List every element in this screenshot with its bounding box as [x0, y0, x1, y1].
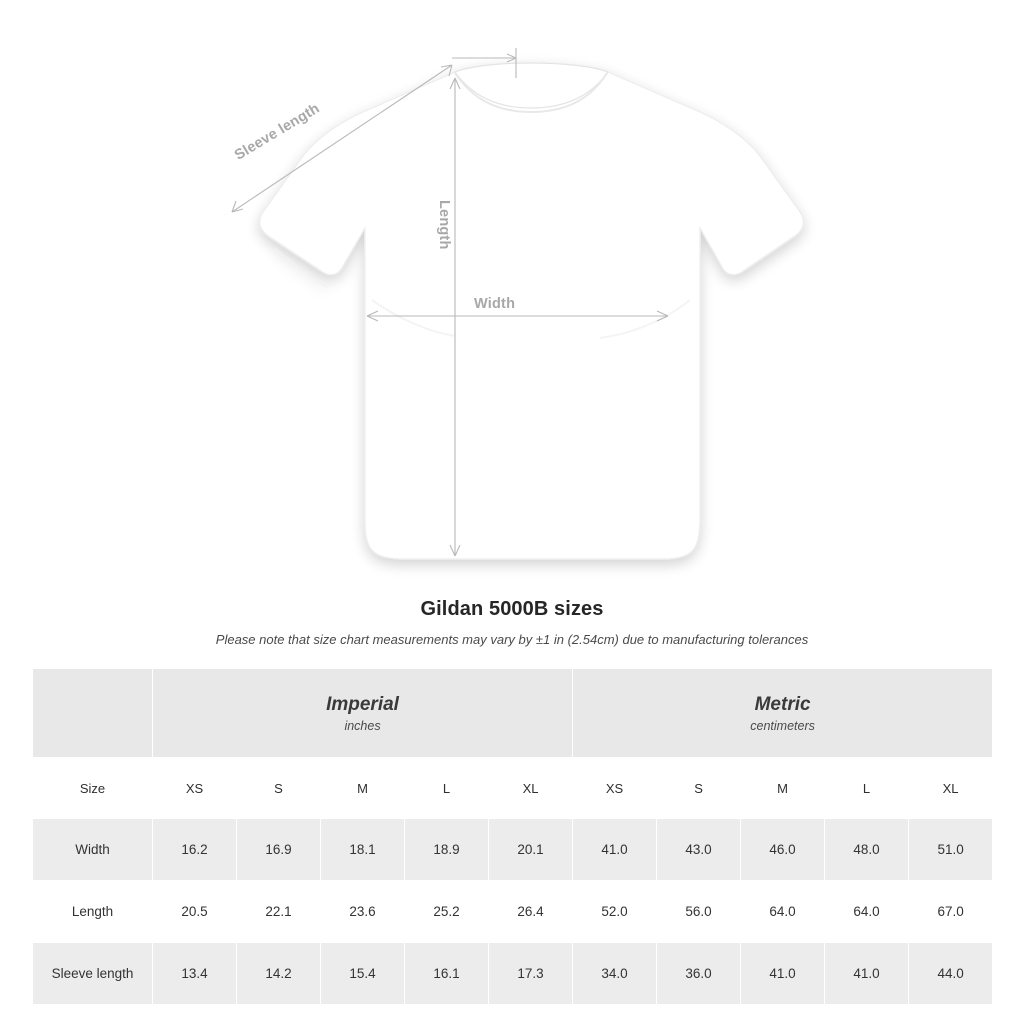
title-block — [0, 598, 1024, 647]
header-size-metric-m: M — [741, 758, 825, 819]
cell-width-imperial-l: 18.9 — [405, 819, 489, 881]
cell-sleeve-imperial-m: 15.4 — [321, 943, 405, 1005]
tolerance-note: Please note that size chart measurements may vary by ±1 in (2.54cm) due to manufacturing tolerances — [215, 632, 809, 647]
cell-length-imperial-s: 22.1 — [237, 881, 321, 943]
unit-header-row — [33, 669, 993, 758]
row-label-width: Width — [33, 819, 153, 881]
cell-length-imperial-m: 23.6 — [321, 881, 405, 943]
cell-sleeve-imperial-l: 16.1 — [405, 943, 489, 1005]
table-row — [33, 881, 993, 943]
size-table-wrapper — [32, 668, 992, 1005]
header-size-metric-xl: XL — [909, 758, 993, 819]
cell-width-metric-m: 46.0 — [741, 819, 825, 881]
cell-width-imperial-xl: 20.1 — [489, 819, 573, 881]
unit-group-imperial-name: Imperial — [326, 694, 399, 716]
cell-length-imperial-l: 25.2 — [405, 881, 489, 943]
unit-group-imperial — [153, 669, 573, 758]
cell-sleeve-metric-s: 36.0 — [657, 943, 741, 1005]
page-title: Gildan 5000B sizes — [420, 598, 604, 620]
unit-group-metric-sub: centimeters — [750, 718, 815, 733]
cell-sleeve-metric-xs: 34.0 — [573, 943, 657, 1005]
unit-group-metric — [573, 669, 993, 758]
cell-sleeve-metric-l: 41.0 — [825, 943, 909, 1005]
unit-group-imperial-sub: inches — [344, 718, 381, 733]
cell-width-metric-xs: 41.0 — [573, 819, 657, 881]
row-label-length: Length — [33, 881, 153, 943]
cell-length-imperial-xl: 26.4 — [489, 881, 573, 943]
length-label: Length — [436, 200, 452, 250]
cell-width-imperial-s: 16.9 — [237, 819, 321, 881]
unit-header-spacer — [33, 669, 153, 758]
cell-length-metric-xs: 52.0 — [573, 881, 657, 943]
cell-width-imperial-m: 18.1 — [321, 819, 405, 881]
cell-length-metric-l: 64.0 — [825, 881, 909, 943]
header-size-imperial-xs: XS — [153, 758, 237, 819]
tshirt-shape — [260, 63, 804, 559]
header-size-imperial-s: S — [237, 758, 321, 819]
header-size-imperial-xl: XL — [489, 758, 573, 819]
width-label: Width — [474, 296, 516, 312]
cell-sleeve-imperial-s: 14.2 — [237, 943, 321, 1005]
cell-width-metric-l: 48.0 — [825, 819, 909, 881]
header-size-metric-xs: XS — [573, 758, 657, 819]
cell-width-imperial-xs: 16.2 — [153, 819, 237, 881]
size-header-row — [33, 758, 993, 819]
cell-width-metric-s: 43.0 — [657, 819, 741, 881]
cell-length-metric-m: 64.0 — [741, 881, 825, 943]
header-size-metric-l: L — [825, 758, 909, 819]
cell-width-metric-xl: 51.0 — [909, 819, 993, 881]
cell-sleeve-imperial-xs: 13.4 — [153, 943, 237, 1005]
cell-sleeve-metric-m: 41.0 — [741, 943, 825, 1005]
unit-group-metric-name: Metric — [754, 694, 811, 716]
table-row — [33, 943, 993, 1005]
sleeve-length-label: Sleeve length — [232, 100, 323, 164]
size-table — [32, 668, 993, 1005]
cell-length-metric-xl: 67.0 — [909, 881, 993, 943]
header-size-imperial-m: M — [321, 758, 405, 819]
cell-sleeve-metric-xl: 44.0 — [909, 943, 993, 1005]
cell-length-imperial-xs: 20.5 — [153, 881, 237, 943]
header-size-metric-s: S — [657, 758, 741, 819]
row-label-sleeve-length: Sleeve length — [33, 943, 153, 1005]
cell-length-metric-s: 56.0 — [657, 881, 741, 943]
table-row — [33, 819, 993, 881]
header-size-imperial-l: L — [405, 758, 489, 819]
cell-sleeve-imperial-xl: 17.3 — [489, 943, 573, 1005]
header-size: Size — [33, 758, 153, 819]
